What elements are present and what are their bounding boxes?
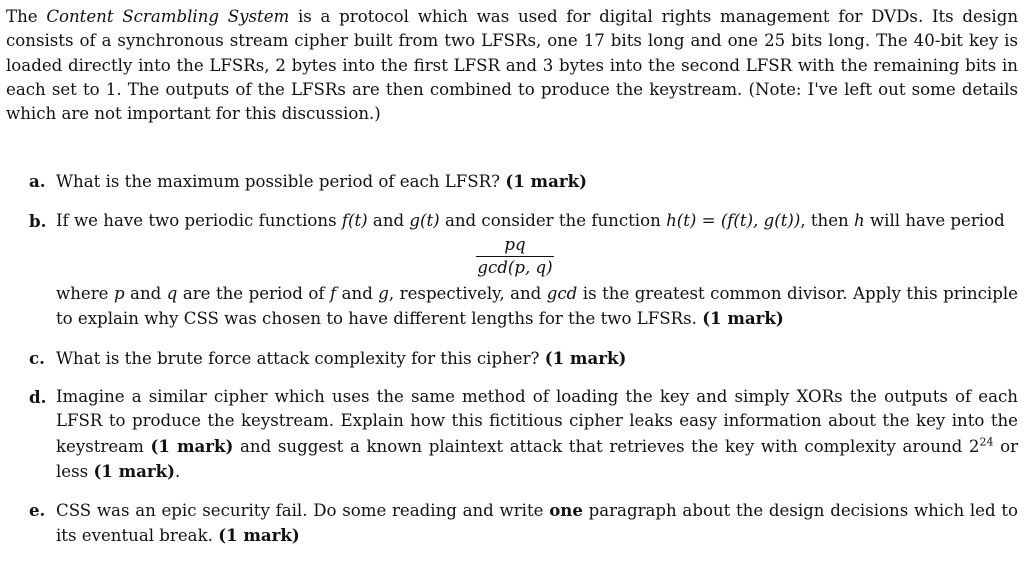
math-f-of-t: f(t) — [341, 210, 368, 230]
question-e-mark: (1 mark) — [218, 525, 300, 546]
question-b-text-8: are the period of — [177, 284, 330, 304]
question-b-text-5: will have period — [864, 210, 1005, 230]
intro-system-name: Content Scrambling System — [46, 7, 290, 26]
question-a-mark: (1 mark) — [505, 171, 587, 192]
question-e — [6, 498, 1018, 549]
question-b-explanation — [56, 282, 1018, 332]
question-d — [6, 385, 1018, 484]
question-e-label: e. — [29, 500, 46, 521]
math-h-definition: h(t) = (f(t), g(t)) — [666, 210, 801, 230]
question-b-label: b. — [29, 210, 47, 231]
question-list — [6, 169, 1018, 548]
question-d-text-3: or less — [56, 436, 1019, 481]
question-b-text-11: is the greatest common divisor. Apply this principle to explain why CSS was chosen to have different lengths for the two LFSRs. — [56, 284, 1018, 329]
question-b-text-3: and consider the function — [439, 210, 667, 230]
intro-text-rest: is a protocol which was used for digital rights management for DVDs. Its design consists of a synchronous stream cipher built from two LFSRs, one 17 bits long and one 25 bits long. The 40-bit key is loaded directly into the LFSRs, 2 bytes into the first LFSR and 3 bytes into the second LFSR with the remaining bits in each set to 1. The outputs of the LFSRs are then combined to produce the keystream. (Note: I've left out some details which are not important for this discussion.) — [6, 7, 1019, 124]
math-g-of-t: g(t) — [409, 210, 440, 230]
question-c-label: c. — [29, 347, 45, 368]
period-fraction — [476, 235, 554, 278]
question-b-text-1: If we have two periodic functions — [56, 210, 342, 230]
question-b-text-4: , then — [800, 210, 854, 230]
intro-paragraph — [6, 5, 1018, 126]
question-b-text-9: and — [336, 284, 379, 304]
question-c-text: What is the brute force attack complexity for this cipher? — [56, 348, 540, 368]
question-a-label: a. — [29, 171, 46, 192]
fraction-numerator: pq — [476, 235, 554, 257]
question-b-mark: (1 mark) — [702, 308, 784, 329]
intro-text-start: The — [6, 7, 47, 26]
math-exponent: 24 — [979, 435, 994, 449]
question-d-mark-1: (1 mark) — [150, 435, 234, 456]
math-h: h — [854, 210, 865, 230]
math-f: f — [329, 284, 337, 304]
question-e-emphasis: one — [549, 500, 583, 521]
question-a — [6, 169, 1018, 194]
question-d-text-1: Imagine a similar cipher which uses the same method of loading the key and simply XORs the outputs of each LFSR to produce the keystream. Explain how this fictitious cipher leaks easy information about the key into the keystream — [56, 386, 1018, 456]
question-b-text-7: and — [124, 284, 167, 304]
question-c — [6, 346, 1018, 371]
fraction-denominator: gcd(p, q) — [477, 258, 553, 278]
question-c-mark: (1 mark) — [544, 347, 627, 368]
question-b-text-6: where — [56, 284, 114, 304]
question-e-text-1: CSS was an epic security fail. Do some reading and write — [56, 501, 550, 521]
question-d-end: . — [175, 461, 181, 481]
math-p: p — [113, 284, 125, 304]
question-d-label: d. — [29, 386, 47, 407]
question-e-text-2: paragraph about the design decisions which led to its eventual break. — [56, 501, 1018, 546]
question-d-text-2: and suggest a known plaintext attack that retrieves the key with complexity around 2 — [233, 436, 980, 456]
question-b — [6, 209, 1018, 332]
math-g: g — [378, 284, 389, 304]
question-b-text-2: and — [367, 210, 410, 230]
math-q: q — [166, 284, 178, 304]
question-a-text: What is the maximum possible period of each LFSR? — [56, 172, 501, 192]
question-d-mark-2: (1 mark) — [93, 460, 176, 481]
math-gcd: gcd — [546, 284, 578, 304]
question-b-text-10: , respectively, and — [388, 284, 547, 304]
